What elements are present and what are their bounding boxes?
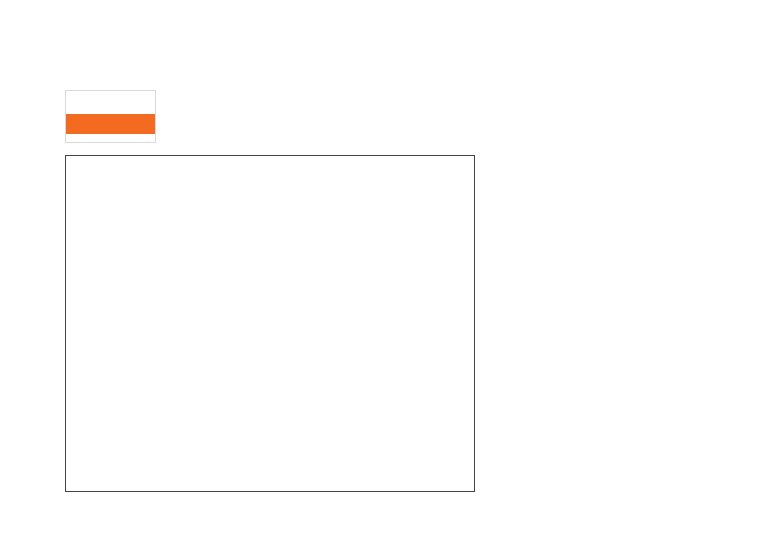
week-box bbox=[65, 90, 156, 143]
column-sub-headers bbox=[0, 147, 768, 155]
week-value[interactable] bbox=[66, 114, 155, 134]
schedule-grid bbox=[65, 155, 475, 492]
